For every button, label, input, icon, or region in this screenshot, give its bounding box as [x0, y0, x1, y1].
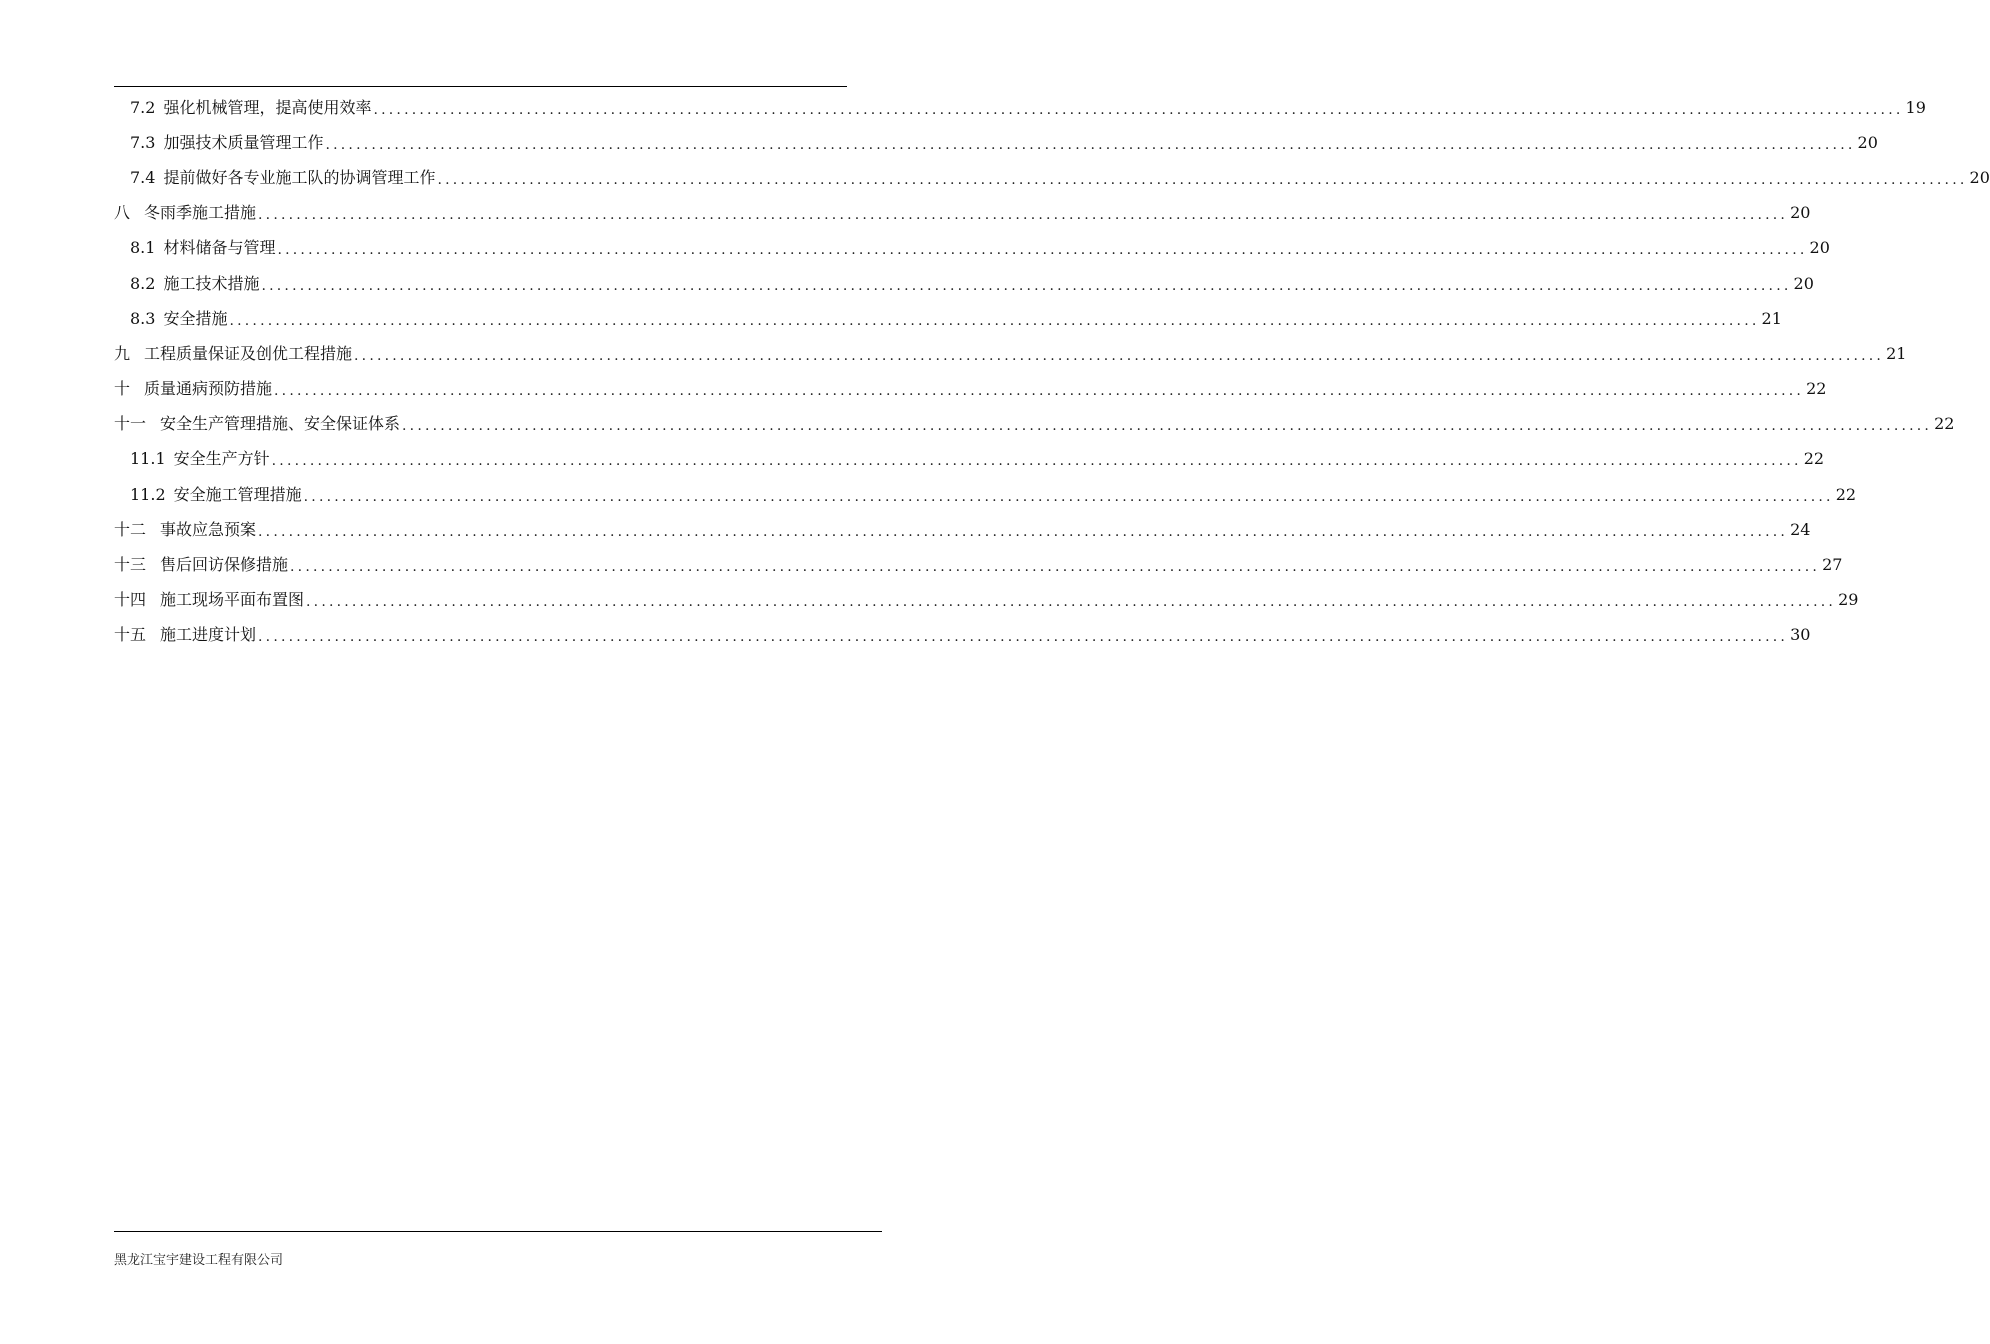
toc-entry-number: 十二 [114, 519, 147, 539]
toc-entry[interactable] [114, 477, 1857, 512]
toc-entry-number: 九 [114, 343, 131, 363]
toc-entry-page-number: 22 [1803, 449, 1825, 469]
toc-entry-page-number: 22 [1806, 379, 1827, 399]
toc-entry-number: 7.2 [130, 97, 156, 117]
toc-entry-number: 十五 [114, 625, 147, 645]
header-rule [114, 86, 847, 87]
toc-entry-title: 提前做好各专业施工队的协调管理工作 [163, 167, 436, 187]
table-of-contents [114, 90, 1990, 653]
toc-entry-title: 冬雨季施工措施 [144, 203, 257, 223]
toc-entry-title: 施工现场平面布置图 [160, 590, 305, 610]
toc-entry-title: 事故应急预案 [160, 519, 257, 539]
toc-entry[interactable] [114, 372, 1827, 407]
toc-entry-page-number: 21 [1761, 308, 1782, 328]
toc-leader-dots: ........................................................................................................................................................................................................ [258, 523, 1789, 540]
toc-entry-number: 十三 [114, 555, 147, 575]
toc-entry-page-number: 22 [1835, 484, 1857, 504]
toc-leader-dots: ........................................................................................................................................................................................................ [290, 559, 1821, 576]
toc-entry-number: 7.4 [130, 167, 156, 187]
toc-leader-dots: ........................................................................................................................................................................................................ [258, 207, 1789, 224]
toc-entry-title: 加强技术质量管理工作 [163, 132, 324, 152]
toc-entry-title: 质量通病预防措施 [144, 379, 273, 399]
toc-entry-number: 11.2 [130, 484, 166, 504]
toc-entry-number: 8.1 [130, 238, 156, 258]
toc-entry-title: 施工进度计划 [160, 625, 257, 645]
toc-entry-title: 安全生产管理措施、安全保证体系 [160, 414, 401, 434]
toc-entry-page-number: 19 [1905, 97, 1926, 117]
toc-entry-title: 安全措施 [163, 308, 228, 328]
toc-leader-dots: ........................................................................................................................................................................................................ [258, 629, 1789, 646]
toc-entry-page-number: 20 [1790, 203, 1811, 223]
toc-entry[interactable] [114, 583, 1859, 618]
toc-leader-dots: ........................................................................................................................................................................................................ [325, 136, 1856, 153]
toc-entry-page-number: 21 [1886, 343, 1907, 363]
toc-leader-dots: ........................................................................................................................................................................................................ [437, 171, 1968, 188]
toc-entry-page-number: 27 [1822, 555, 1843, 575]
toc-entry[interactable] [114, 125, 1878, 160]
toc-entry[interactable] [114, 336, 1907, 371]
toc-entry[interactable] [114, 90, 1926, 125]
toc-entry-page-number: 20 [1969, 167, 1990, 187]
toc-entry[interactable] [114, 160, 1990, 195]
toc-entry-title: 施工技术措施 [163, 273, 260, 293]
toc-entry-title: 安全生产方针 [173, 449, 270, 469]
toc-leader-dots: ........................................................................................................................................................................................................ [277, 242, 1808, 259]
toc-entry[interactable] [114, 231, 1830, 266]
toc-leader-dots: ........................................................................................................................................................................................................ [271, 453, 1802, 470]
toc-entry-number: 7.3 [130, 132, 156, 152]
footer-company-name: 黑龙江宝宇建设工程有限公司 [114, 1253, 284, 1268]
toc-entry-title: 强化机械管理，提高使用效率 [163, 97, 372, 117]
toc-entry-page-number: 29 [1838, 590, 1859, 610]
toc-entry[interactable] [114, 547, 1843, 582]
toc-entry-number: 8.3 [130, 308, 156, 328]
toc-leader-dots: ........................................................................................................................................................................................................ [402, 418, 1933, 435]
toc-entry-number: 十 [114, 379, 131, 399]
toc-entry-number: 11.1 [130, 449, 166, 469]
toc-leader-dots: ........................................................................................................................................................................................................ [373, 101, 1904, 118]
footer-rule [114, 1231, 882, 1232]
toc-leader-dots: ........................................................................................................................................................................................................ [354, 347, 1885, 364]
toc-entry-page-number: 30 [1790, 625, 1811, 645]
toc-entry[interactable] [114, 196, 1811, 231]
toc-entry[interactable] [114, 512, 1811, 547]
toc-entry-page-number: 20 [1809, 238, 1830, 258]
toc-entry-number: 8.2 [130, 273, 156, 293]
toc-entry-page-number: 22 [1934, 414, 1955, 434]
toc-entry[interactable] [114, 442, 1825, 477]
toc-leader-dots: ........................................................................................................................................................................................................ [261, 277, 1792, 294]
toc-entry-page-number: 20 [1857, 132, 1878, 152]
toc-entry[interactable] [114, 266, 1814, 301]
toc-entry-number: 八 [114, 203, 131, 223]
toc-entry[interactable] [114, 407, 1955, 442]
toc-leader-dots: ........................................................................................................................................................................................................ [306, 594, 1837, 611]
toc-entry-title: 售后回访保修措施 [160, 555, 289, 575]
toc-entry-title: 安全施工管理措施 [173, 484, 302, 504]
toc-leader-dots: ........................................................................................................................................................................................................ [303, 488, 1834, 505]
toc-entry[interactable] [114, 301, 1782, 336]
toc-leader-dots: ........................................................................................................................................................................................................ [274, 383, 1805, 400]
toc-leader-dots: ........................................................................................................................................................................................................ [229, 312, 1760, 329]
toc-entry[interactable] [114, 618, 1811, 653]
toc-entry-page-number: 20 [1793, 273, 1814, 293]
toc-entry-title: 材料储备与管理 [163, 238, 276, 258]
toc-entry-title: 工程质量保证及创优工程措施 [144, 343, 353, 363]
toc-entry-number: 十一 [114, 414, 147, 434]
toc-entry-page-number: 24 [1790, 519, 1811, 539]
toc-entry-number: 十四 [114, 590, 147, 610]
